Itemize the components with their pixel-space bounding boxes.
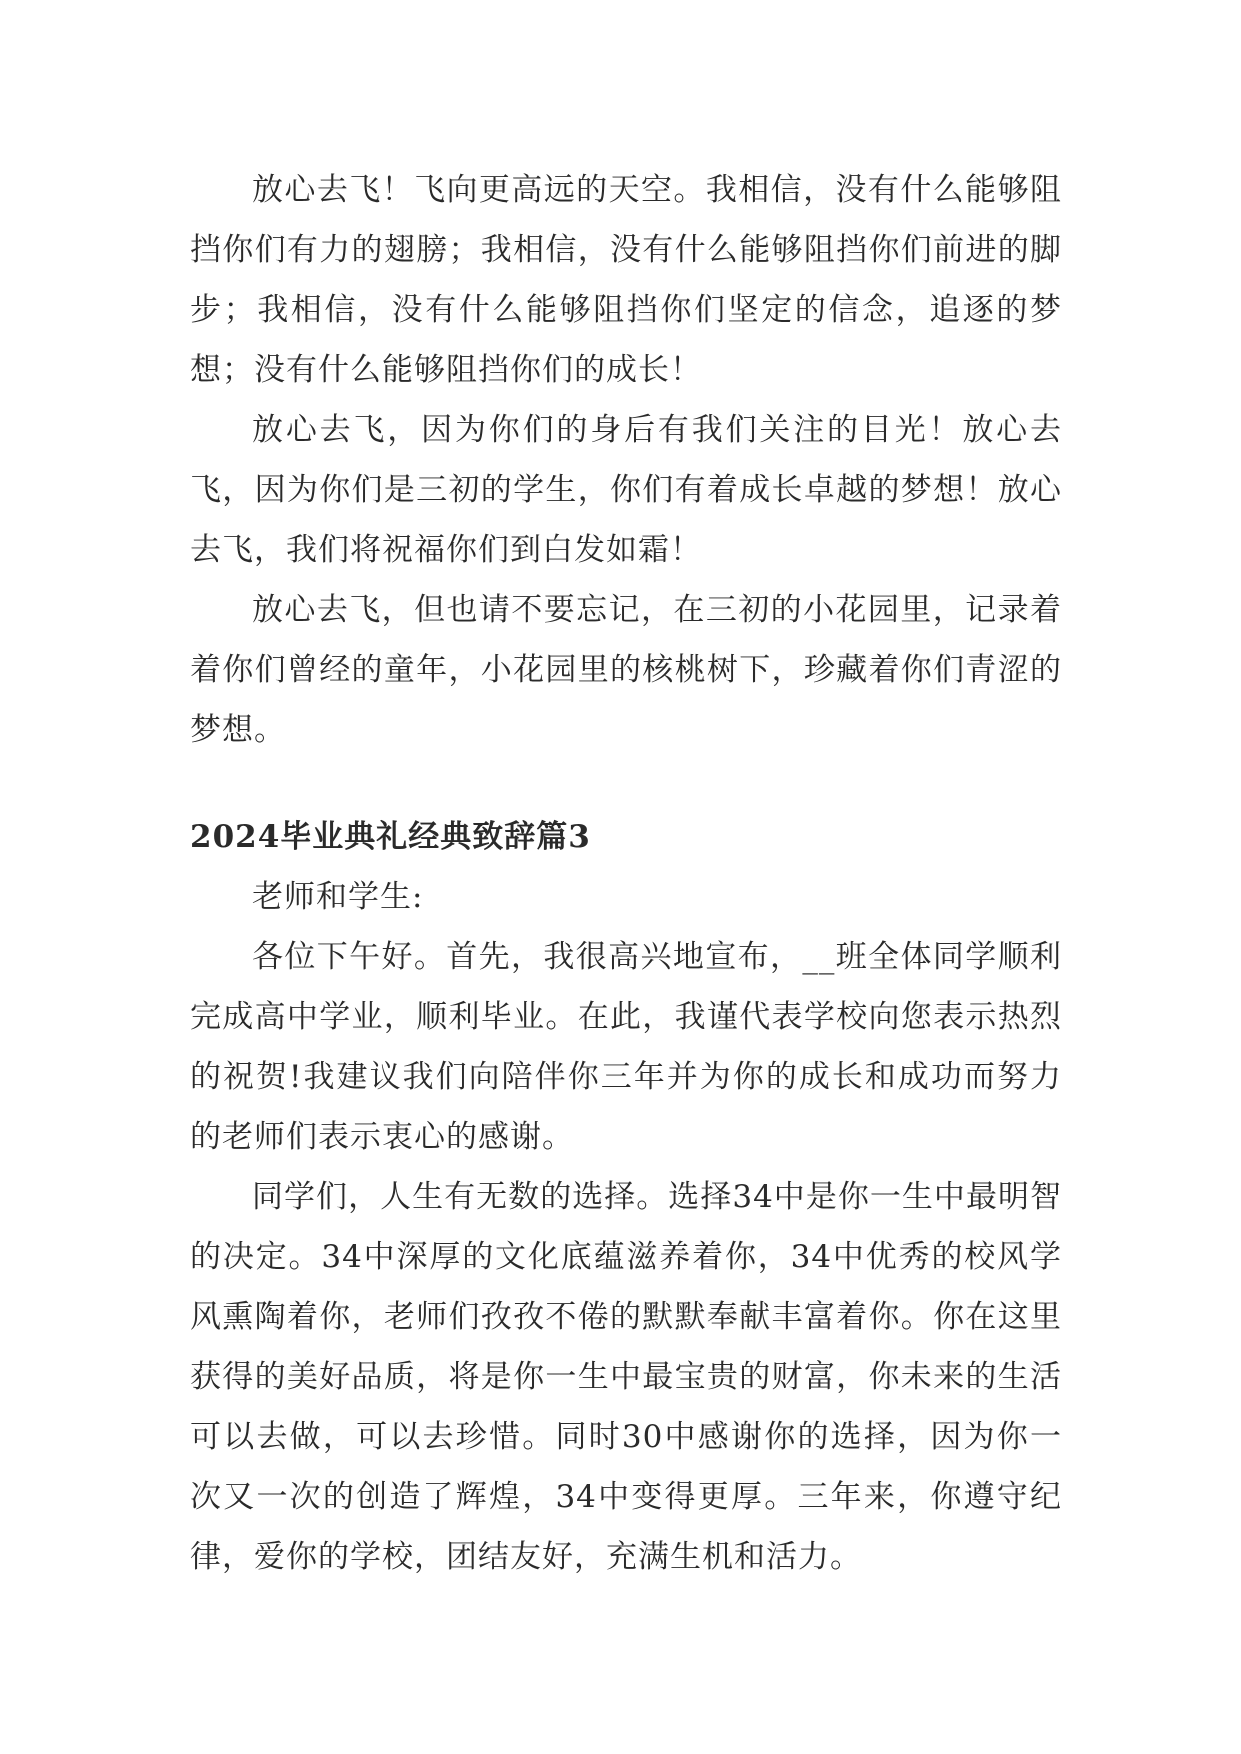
paragraph: 放心去飞，因为你们的身后有我们关注的目光！放心去飞，因为你们是三初的学生，你们有着成长卓越的梦想！放心去飞，我们将祝福你们到白发如霜！ [190,412,1062,568]
paragraph: 各位下午好。首先，我很高兴地宣布，__班全体同学顺利完成高中学业，顺利毕业。在此，我谨代表学校向您表示热烈的祝贺!我建议我们向陪伴你三年并为你的成长和成功而努力的老师们表示衷心的感谢。 [190,939,1062,1155]
section-heading: 2024毕业典礼经典致辞篇3 [190,819,591,855]
paragraph: 放心去飞！飞向更高远的天空。我相信，没有什么能够阻挡你们有力的翅膀；我相信，没有什么能够阻挡你们前进的脚步；我相信，没有什么能够阻挡你们坚定的信念，追逐的梦想；没有什么能够阻挡你们的成长！ [190,172,1062,388]
paragraph: 同学们，人生有无数的选择。选择34中是你一生中最明智的决定。34中深厚的文化底蕴滋养着你，34中优秀的校风学风熏陶着你，老师们孜孜不倦的默默奉献丰富着你。你在这里获得的美好品质，将是你一生中最宝贵的财富，你未来的生活可以去做，可以去珍惜。同时30中感谢你的选择，因为你一次又一次的创造了辉煌，34中变得更厚。三年来，你遵守纪律，爱你的学校，团结友好，充满生机和活力。 [190,1179,1062,1575]
paragraph: 放心去飞，但也请不要忘记，在三初的小花园里，记录着着你们曾经的童年，小花园里的核桃树下，珍藏着你们青涩的梦想。 [190,592,1062,748]
document-body [190,160,1062,1587]
salutation: 老师和学生: [252,879,424,915]
